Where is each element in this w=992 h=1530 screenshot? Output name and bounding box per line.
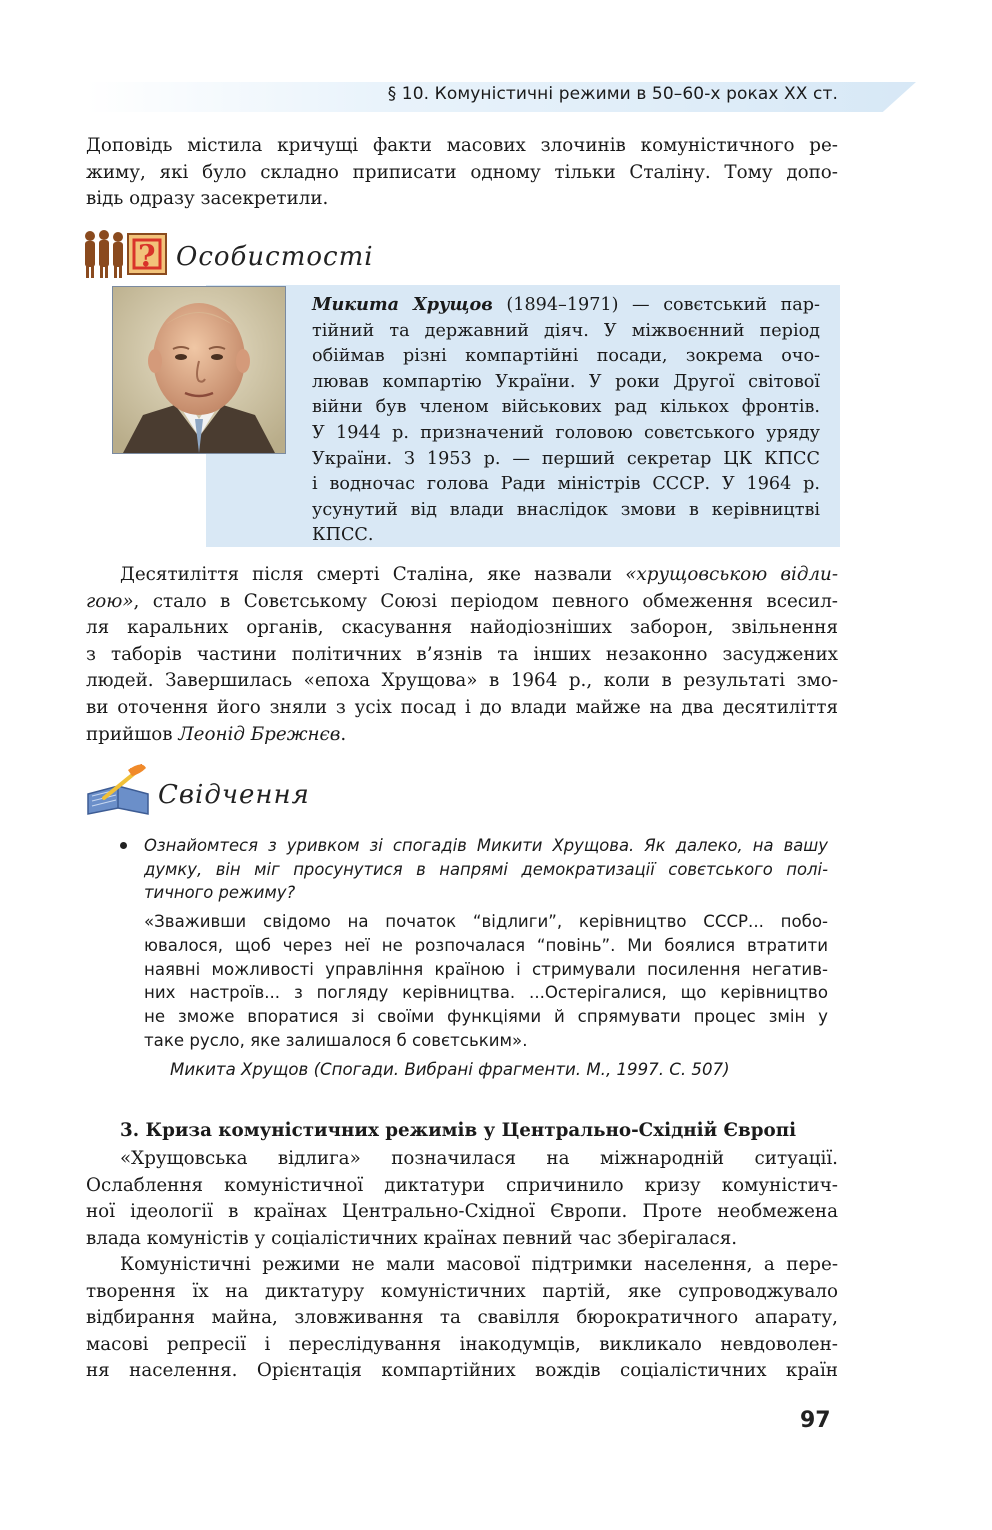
bio-line: тійний та державний діяч. У міжвоєнний період: [312, 320, 820, 341]
bio-line-text: (1894–1971) — совєтський пар-: [492, 295, 821, 315]
bio-name: Микита Хрущов: [312, 294, 493, 315]
quote-text: [144, 910, 828, 1053]
text-line: масові репресії і переслідування інакодумців, викликало невдоволен-: [86, 1333, 838, 1355]
quote-line: них настроїв... з погляду керівництва. ...Остерігалися, що керівництво: [144, 983, 828, 1003]
text-line: «Хрущовська відлига» позначилася на міжнародній ситуації.: [120, 1148, 838, 1169]
text-line: влада комуністів у соціалістичних країнах певний час зберігалася.: [86, 1227, 738, 1249]
intro-paragraph: [86, 133, 838, 213]
bio-line: усунутий від влади внаслідок змови в керівництві: [312, 499, 820, 520]
text-line: ля каральних органів, скасування найодіозніших заборон, звільнення: [86, 617, 838, 639]
text-segment: .: [340, 723, 347, 745]
italic-term: «хрущовською відли-: [625, 564, 838, 585]
text-line: ня населення. Орієнтація компартійних вождів соціалістичних країн: [86, 1360, 838, 1382]
bio-line: обіймав різні компартійні посади, зокрема очо-: [312, 346, 820, 367]
task-line: думку, він міг просунутися в напрямі демократизації совєтського полі-: [144, 859, 828, 879]
bio-line: [312, 292, 820, 319]
personalities-title: Особистості: [176, 242, 374, 272]
thaw-paragraph: [86, 562, 838, 748]
text-line: відь одразу засекретили.: [86, 188, 329, 210]
svg-text:?: ?: [138, 239, 156, 274]
bullet-icon: [120, 842, 127, 849]
page-number: 97: [800, 1408, 831, 1433]
text-segment: прийшов: [86, 723, 179, 745]
italic-term: гою»: [86, 590, 134, 612]
quote-line: наявні можливості управління країною і стримували посилення негатив-: [144, 959, 828, 979]
bio-line: війни був членом військових рад кількох фронтів.: [312, 397, 820, 418]
text-line: творення їх на диктатуру комуністичних партій, яке супроводжувало: [86, 1280, 838, 1302]
bio-line: і водночас голова Ради міністрів СССР. У 1964 р.: [312, 474, 820, 495]
text-line: з таборів частини політичних в’язнів та інших незаконно засуджених: [86, 643, 838, 665]
quote-line: таке русло, яке залишалося б совєтським».: [144, 1030, 528, 1050]
text-line: [86, 589, 838, 616]
quote-line: ювалося, щоб через неї не розпочалася “повінь”. Ми боялися втратити: [144, 935, 828, 955]
quote-source: Микита Хрущов (Спогади. Вибрані фрагменти. М., 1997. С. 507): [170, 1060, 730, 1079]
text-segment: , стало в Совєтському Союзі періодом певного обмеження всесил-: [133, 590, 838, 612]
text-segment: Десятиліття після смерті Сталіна, яке назвали: [120, 564, 626, 585]
quote-line: не зможе впоратися зі своїми функціями й спрямувати процес змін у: [144, 1007, 828, 1027]
evidence-title: Свідчення: [158, 780, 310, 810]
task-line: Ознайомтеся з уривком зі спогадів Микити Хрущова. Як далеко, на вашу: [144, 836, 828, 855]
khrushchev-portrait: [112, 286, 286, 454]
section3-paragraph-2: [86, 1252, 838, 1385]
task-line: тичного режиму?: [144, 883, 296, 902]
bio-line: лював компартію України. У роки Другої світової: [312, 371, 820, 392]
text-line: відбирання майна, зловживання та свавілля бюрократичного апарату,: [86, 1307, 838, 1329]
text-line: ви оточення його зняли з усіх посад і до влади майже на два десятиліття: [86, 696, 838, 718]
text-line: [86, 722, 838, 749]
text-line: ної ідеології в країнах Центрально-Східної Європи. Проте необмежена: [86, 1201, 838, 1223]
text-line: людей. Завершилась «епоха Хрущова» в 1964 р., коли в результаті змо-: [86, 670, 838, 692]
text-line: Доповідь містила кричущі факти масових злочинів комуністичного ре-: [86, 135, 838, 156]
quote-line: «Зваживши свідомо на початок “відлиги”, керівництво СССР... побо-: [144, 912, 828, 931]
bio-line: України. З 1953 р. — перший секретар ЦК КПСС: [312, 448, 820, 469]
section-heading: 3. Криза комуністичних режимів у Центрально-Східній Європі: [120, 1120, 797, 1141]
text-line: Комуністичні режими не мали масової підтримки населення, а пере-: [120, 1254, 838, 1275]
text-line: Ослаблення комуністичної диктатури спричинило кризу комуністич-: [86, 1174, 838, 1196]
running-header: § 10. Комуністичні режими в 50–60-х роках XX ст.: [387, 84, 838, 104]
section3-paragraph-1: [86, 1146, 838, 1252]
task-text: [144, 834, 828, 905]
text-line: жиму, які було складно приписати одному тільки Сталіну. Тому допо-: [86, 161, 838, 183]
bio-line: КПСС.: [312, 525, 374, 546]
italic-name: Леонід Брежнєв: [178, 723, 341, 745]
evidence-icon: [84, 764, 154, 818]
text-line: [86, 562, 838, 589]
bio-line: У 1944 р. призначений головою совєтського уряду: [312, 422, 820, 443]
bio-text: [312, 292, 820, 549]
personalities-icon: [80, 228, 172, 280]
